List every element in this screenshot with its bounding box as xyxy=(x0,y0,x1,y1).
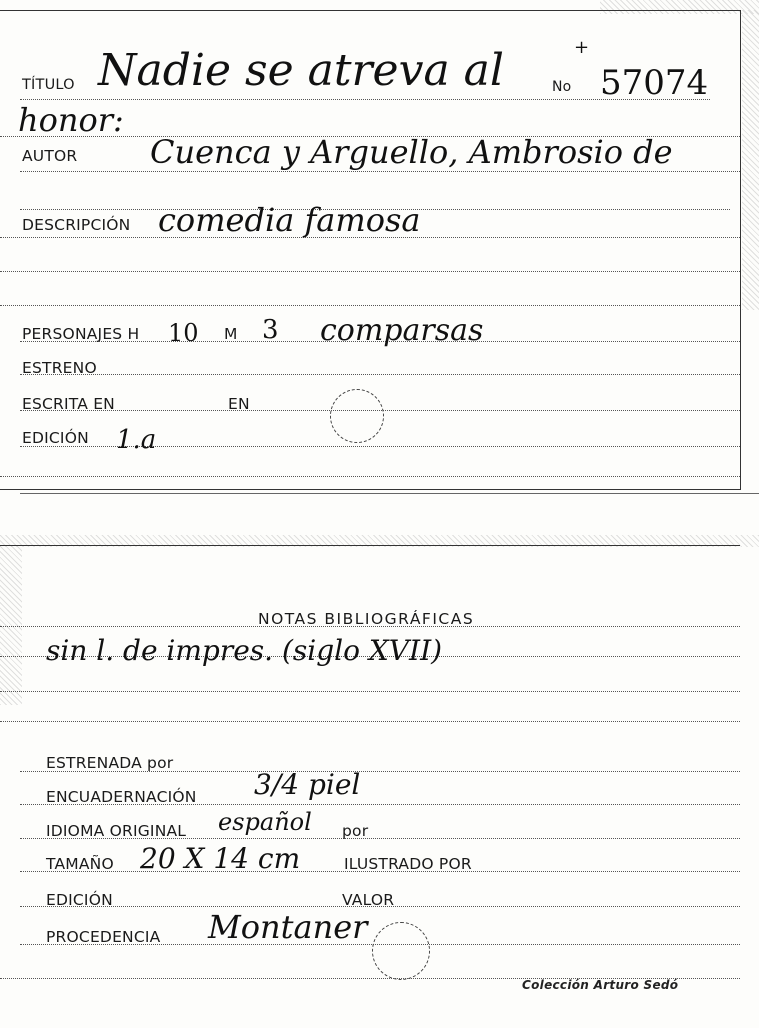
personajes-m-value: 3 xyxy=(262,315,279,345)
procedencia-label: PROCEDENCIA xyxy=(46,928,161,946)
notas-handwritten: sin l. de impres. (siglo XVII) xyxy=(46,634,443,667)
autor-handwritten: Cuenca y Arguello, Ambrosio de xyxy=(150,133,673,171)
rule-autor xyxy=(20,171,740,172)
edicion-label: EDICIÓN xyxy=(22,429,89,447)
card-divider xyxy=(20,493,759,494)
rule-2 xyxy=(0,721,740,722)
rule-estreno xyxy=(20,374,740,375)
punch-hole-bottom xyxy=(372,922,430,980)
encuadernacion-value: 3/4 piel xyxy=(254,768,361,801)
numero-mark: + xyxy=(574,37,590,58)
idioma-por-label: por xyxy=(342,822,369,840)
notas-label: NOTAS BIBLIOGRÁFICAS xyxy=(258,610,475,628)
catalog-card-bottom xyxy=(0,545,740,1001)
titulo-handwritten: Nadie se atreva al xyxy=(98,45,504,96)
tamano-label: TAMAÑO xyxy=(46,855,114,873)
procedencia-handwritten: Montaner xyxy=(208,908,368,946)
ilustrado-label: ILUSTRADO POR xyxy=(344,855,472,873)
descripcion-handwritten: comedia famosa xyxy=(158,201,421,239)
titulo-handwritten-line2: honor: xyxy=(18,101,124,139)
autor-label: AUTOR xyxy=(22,147,78,165)
estreno-label: ESTRENO xyxy=(22,359,97,377)
rule-1 xyxy=(0,691,740,692)
edicion-value: 1.a xyxy=(116,425,157,455)
rule-bottom xyxy=(0,476,740,477)
catalog-card-top xyxy=(0,10,741,490)
tamano-value: 20 X 14 cm xyxy=(140,842,301,875)
edicion-b-label: EDICIÓN xyxy=(46,891,113,909)
numero-value: 57074 xyxy=(600,63,709,103)
escrita-en-label: EN xyxy=(228,395,250,413)
encuadernacion-label: ENCUADERNACIÓN xyxy=(46,788,197,806)
rule-c xyxy=(0,305,740,306)
personajes-h-value: 10 xyxy=(168,319,199,347)
idioma-label: IDIOMA ORIGINAL xyxy=(46,822,187,840)
personajes-comparsas: comparsas xyxy=(320,313,484,348)
rule-b xyxy=(0,271,740,272)
personajes-label: PERSONAJES H xyxy=(22,325,140,343)
titulo-label: TÍTULO xyxy=(22,77,75,93)
valor-label: VALOR xyxy=(342,891,395,909)
estrenada-label: ESTRENADA por xyxy=(46,754,174,772)
escrita-label: ESCRITA EN xyxy=(22,395,115,413)
collection-footer: Colección Arturo Sedó xyxy=(522,978,679,992)
scan-noise-right xyxy=(742,10,759,310)
personajes-m-label: M xyxy=(224,325,238,343)
punch-hole-top xyxy=(330,389,384,443)
numero-label: No xyxy=(552,79,572,95)
idioma-value: español xyxy=(218,808,312,836)
descripcion-label: DESCRIPCIÓN xyxy=(22,216,131,234)
